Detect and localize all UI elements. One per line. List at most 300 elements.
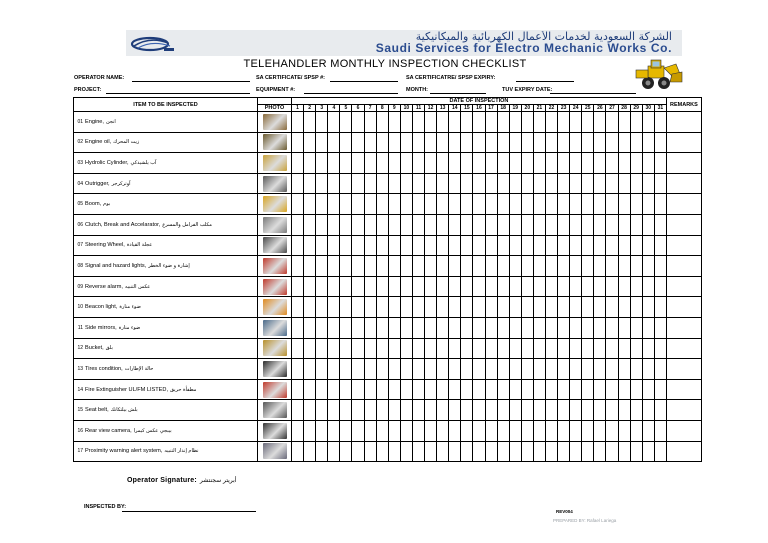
day-check-cell[interactable] [352, 132, 364, 153]
day-check-cell[interactable] [509, 214, 521, 235]
day-check-cell[interactable] [485, 297, 497, 318]
remarks-cell[interactable] [666, 153, 701, 174]
day-check-cell[interactable] [594, 338, 606, 359]
day-check-cell[interactable] [521, 132, 533, 153]
day-check-cell[interactable] [473, 359, 485, 380]
day-check-cell[interactable] [654, 359, 666, 380]
day-check-cell[interactable] [570, 256, 582, 277]
day-check-cell[interactable] [340, 112, 352, 133]
day-check-cell[interactable] [618, 276, 630, 297]
day-check-cell[interactable] [558, 214, 570, 235]
day-check-cell[interactable] [437, 379, 449, 400]
day-check-cell[interactable] [606, 194, 618, 215]
day-check-cell[interactable] [558, 256, 570, 277]
day-check-cell[interactable] [545, 173, 557, 194]
day-check-cell[interactable] [449, 153, 461, 174]
day-check-cell[interactable] [437, 214, 449, 235]
day-check-cell[interactable] [292, 132, 304, 153]
day-check-cell[interactable] [630, 112, 642, 133]
day-check-cell[interactable] [642, 400, 654, 421]
day-check-cell[interactable] [400, 256, 412, 277]
day-check-cell[interactable] [594, 317, 606, 338]
day-check-cell[interactable] [582, 297, 594, 318]
day-check-cell[interactable] [316, 276, 328, 297]
day-check-cell[interactable] [425, 317, 437, 338]
day-check-cell[interactable] [558, 317, 570, 338]
day-check-cell[interactable] [376, 379, 388, 400]
day-check-cell[interactable] [558, 441, 570, 462]
day-check-cell[interactable] [582, 338, 594, 359]
day-check-cell[interactable] [328, 420, 340, 441]
day-check-cell[interactable] [606, 441, 618, 462]
day-check-cell[interactable] [497, 441, 509, 462]
day-check-cell[interactable] [412, 441, 424, 462]
day-check-cell[interactable] [376, 194, 388, 215]
day-check-cell[interactable] [328, 379, 340, 400]
day-check-cell[interactable] [509, 420, 521, 441]
day-check-cell[interactable] [425, 153, 437, 174]
day-check-cell[interactable] [594, 112, 606, 133]
day-check-cell[interactable] [509, 400, 521, 421]
day-check-cell[interactable] [425, 379, 437, 400]
day-check-cell[interactable] [328, 400, 340, 421]
day-check-cell[interactable] [400, 317, 412, 338]
day-check-cell[interactable] [521, 214, 533, 235]
day-check-cell[interactable] [376, 112, 388, 133]
day-check-cell[interactable] [412, 132, 424, 153]
remarks-cell[interactable] [666, 132, 701, 153]
day-check-cell[interactable] [485, 338, 497, 359]
day-check-cell[interactable] [304, 317, 316, 338]
day-check-cell[interactable] [304, 194, 316, 215]
day-check-cell[interactable] [594, 400, 606, 421]
day-check-cell[interactable] [618, 379, 630, 400]
day-check-cell[interactable] [437, 338, 449, 359]
day-check-cell[interactable] [292, 359, 304, 380]
day-check-cell[interactable] [352, 153, 364, 174]
day-check-cell[interactable] [582, 317, 594, 338]
day-check-cell[interactable] [533, 338, 545, 359]
day-check-cell[interactable] [292, 153, 304, 174]
day-check-cell[interactable] [606, 338, 618, 359]
day-check-cell[interactable] [485, 276, 497, 297]
remarks-cell[interactable] [666, 235, 701, 256]
day-check-cell[interactable] [437, 297, 449, 318]
day-check-cell[interactable] [292, 173, 304, 194]
day-check-cell[interactable] [449, 132, 461, 153]
day-check-cell[interactable] [437, 317, 449, 338]
remarks-cell[interactable] [666, 420, 701, 441]
day-check-cell[interactable] [437, 173, 449, 194]
day-check-cell[interactable] [654, 132, 666, 153]
day-check-cell[interactable] [316, 338, 328, 359]
day-check-cell[interactable] [521, 379, 533, 400]
day-check-cell[interactable] [328, 276, 340, 297]
day-check-cell[interactable] [521, 153, 533, 174]
day-check-cell[interactable] [340, 359, 352, 380]
day-check-cell[interactable] [618, 132, 630, 153]
day-check-cell[interactable] [437, 153, 449, 174]
day-check-cell[interactable] [558, 173, 570, 194]
day-check-cell[interactable] [292, 194, 304, 215]
day-check-cell[interactable] [292, 441, 304, 462]
day-check-cell[interactable] [545, 256, 557, 277]
day-check-cell[interactable] [316, 235, 328, 256]
day-check-cell[interactable] [642, 173, 654, 194]
day-check-cell[interactable] [533, 173, 545, 194]
day-check-cell[interactable] [618, 173, 630, 194]
day-check-cell[interactable] [364, 276, 376, 297]
day-check-cell[interactable] [425, 276, 437, 297]
day-check-cell[interactable] [292, 235, 304, 256]
day-check-cell[interactable] [630, 173, 642, 194]
day-check-cell[interactable] [449, 194, 461, 215]
day-check-cell[interactable] [509, 276, 521, 297]
day-check-cell[interactable] [473, 441, 485, 462]
day-check-cell[interactable] [509, 338, 521, 359]
day-check-cell[interactable] [582, 112, 594, 133]
day-check-cell[interactable] [485, 441, 497, 462]
day-check-cell[interactable] [606, 112, 618, 133]
day-check-cell[interactable] [352, 379, 364, 400]
day-check-cell[interactable] [449, 256, 461, 277]
day-check-cell[interactable] [412, 420, 424, 441]
day-check-cell[interactable] [352, 235, 364, 256]
day-check-cell[interactable] [497, 112, 509, 133]
day-check-cell[interactable] [606, 132, 618, 153]
day-check-cell[interactable] [654, 256, 666, 277]
day-check-cell[interactable] [461, 317, 473, 338]
day-check-cell[interactable] [582, 441, 594, 462]
day-check-cell[interactable] [570, 441, 582, 462]
day-check-cell[interactable] [642, 359, 654, 380]
day-check-cell[interactable] [376, 214, 388, 235]
day-check-cell[interactable] [630, 276, 642, 297]
day-check-cell[interactable] [340, 235, 352, 256]
day-check-cell[interactable] [594, 420, 606, 441]
day-check-cell[interactable] [618, 297, 630, 318]
day-check-cell[interactable] [304, 173, 316, 194]
day-check-cell[interactable] [521, 338, 533, 359]
day-check-cell[interactable] [594, 297, 606, 318]
day-check-cell[interactable] [461, 379, 473, 400]
day-check-cell[interactable] [412, 173, 424, 194]
day-check-cell[interactable] [364, 112, 376, 133]
day-check-cell[interactable] [497, 256, 509, 277]
day-check-cell[interactable] [485, 132, 497, 153]
day-check-cell[interactable] [473, 112, 485, 133]
day-check-cell[interactable] [461, 256, 473, 277]
day-check-cell[interactable] [618, 256, 630, 277]
day-check-cell[interactable] [558, 400, 570, 421]
day-check-cell[interactable] [497, 173, 509, 194]
day-check-cell[interactable] [388, 276, 400, 297]
day-check-cell[interactable] [400, 194, 412, 215]
day-check-cell[interactable] [594, 194, 606, 215]
day-check-cell[interactable] [473, 235, 485, 256]
remarks-cell[interactable] [666, 256, 701, 277]
day-check-cell[interactable] [497, 420, 509, 441]
day-check-cell[interactable] [654, 338, 666, 359]
day-check-cell[interactable] [340, 153, 352, 174]
day-check-cell[interactable] [304, 359, 316, 380]
day-check-cell[interactable] [449, 235, 461, 256]
day-check-cell[interactable] [340, 338, 352, 359]
day-check-cell[interactable] [582, 379, 594, 400]
day-check-cell[interactable] [304, 276, 316, 297]
day-check-cell[interactable] [533, 214, 545, 235]
day-check-cell[interactable] [352, 112, 364, 133]
day-check-cell[interactable] [509, 359, 521, 380]
day-check-cell[interactable] [412, 400, 424, 421]
day-check-cell[interactable] [485, 317, 497, 338]
day-check-cell[interactable] [449, 359, 461, 380]
day-check-cell[interactable] [292, 317, 304, 338]
day-check-cell[interactable] [545, 132, 557, 153]
day-check-cell[interactable] [412, 153, 424, 174]
day-check-cell[interactable] [304, 132, 316, 153]
day-check-cell[interactable] [545, 153, 557, 174]
day-check-cell[interactable] [461, 153, 473, 174]
day-check-cell[interactable] [642, 297, 654, 318]
day-check-cell[interactable] [558, 132, 570, 153]
operator-name-field[interactable] [132, 81, 250, 82]
day-check-cell[interactable] [340, 256, 352, 277]
day-check-cell[interactable] [558, 194, 570, 215]
day-check-cell[interactable] [328, 256, 340, 277]
day-check-cell[interactable] [316, 441, 328, 462]
day-check-cell[interactable] [558, 112, 570, 133]
day-check-cell[interactable] [570, 194, 582, 215]
day-check-cell[interactable] [642, 194, 654, 215]
day-check-cell[interactable] [461, 194, 473, 215]
day-check-cell[interactable] [340, 173, 352, 194]
tuv-expiry-field[interactable] [550, 93, 636, 94]
day-check-cell[interactable] [376, 297, 388, 318]
day-check-cell[interactable] [594, 132, 606, 153]
day-check-cell[interactable] [328, 317, 340, 338]
day-check-cell[interactable] [630, 235, 642, 256]
day-check-cell[interactable] [654, 420, 666, 441]
day-check-cell[interactable] [497, 338, 509, 359]
day-check-cell[interactable] [618, 235, 630, 256]
day-check-cell[interactable] [473, 400, 485, 421]
day-check-cell[interactable] [461, 297, 473, 318]
day-check-cell[interactable] [364, 359, 376, 380]
day-check-cell[interactable] [461, 112, 473, 133]
day-check-cell[interactable] [304, 441, 316, 462]
day-check-cell[interactable] [340, 194, 352, 215]
day-check-cell[interactable] [376, 173, 388, 194]
day-check-cell[interactable] [642, 256, 654, 277]
day-check-cell[interactable] [328, 194, 340, 215]
day-check-cell[interactable] [630, 317, 642, 338]
day-check-cell[interactable] [582, 214, 594, 235]
day-check-cell[interactable] [485, 214, 497, 235]
day-check-cell[interactable] [388, 317, 400, 338]
remarks-cell[interactable] [666, 112, 701, 133]
day-check-cell[interactable] [509, 194, 521, 215]
day-check-cell[interactable] [545, 359, 557, 380]
day-check-cell[interactable] [509, 173, 521, 194]
day-check-cell[interactable] [473, 276, 485, 297]
day-check-cell[interactable] [316, 214, 328, 235]
day-check-cell[interactable] [316, 420, 328, 441]
day-check-cell[interactable] [485, 173, 497, 194]
day-check-cell[interactable] [509, 317, 521, 338]
remarks-cell[interactable] [666, 338, 701, 359]
day-check-cell[interactable] [376, 153, 388, 174]
day-check-cell[interactable] [618, 214, 630, 235]
day-check-cell[interactable] [304, 400, 316, 421]
day-check-cell[interactable] [352, 338, 364, 359]
day-check-cell[interactable] [654, 276, 666, 297]
day-check-cell[interactable] [570, 420, 582, 441]
day-check-cell[interactable] [533, 194, 545, 215]
day-check-cell[interactable] [340, 317, 352, 338]
day-check-cell[interactable] [364, 379, 376, 400]
day-check-cell[interactable] [545, 235, 557, 256]
day-check-cell[interactable] [400, 153, 412, 174]
day-check-cell[interactable] [364, 153, 376, 174]
day-check-cell[interactable] [497, 153, 509, 174]
day-check-cell[interactable] [509, 132, 521, 153]
day-check-cell[interactable] [558, 338, 570, 359]
day-check-cell[interactable] [509, 153, 521, 174]
day-check-cell[interactable] [630, 256, 642, 277]
day-check-cell[interactable] [509, 112, 521, 133]
day-check-cell[interactable] [606, 359, 618, 380]
day-check-cell[interactable] [461, 338, 473, 359]
day-check-cell[interactable] [461, 359, 473, 380]
day-check-cell[interactable] [352, 214, 364, 235]
day-check-cell[interactable] [473, 194, 485, 215]
day-check-cell[interactable] [340, 400, 352, 421]
remarks-cell[interactable] [666, 173, 701, 194]
day-check-cell[interactable] [545, 194, 557, 215]
day-check-cell[interactable] [316, 317, 328, 338]
remarks-cell[interactable] [666, 276, 701, 297]
day-check-cell[interactable] [316, 297, 328, 318]
day-check-cell[interactable] [328, 338, 340, 359]
day-check-cell[interactable] [545, 379, 557, 400]
day-check-cell[interactable] [521, 235, 533, 256]
day-check-cell[interactable] [533, 441, 545, 462]
remarks-cell[interactable] [666, 194, 701, 215]
day-check-cell[interactable] [425, 112, 437, 133]
day-check-cell[interactable] [328, 359, 340, 380]
day-check-cell[interactable] [400, 297, 412, 318]
day-check-cell[interactable] [497, 400, 509, 421]
day-check-cell[interactable] [497, 194, 509, 215]
day-check-cell[interactable] [292, 112, 304, 133]
day-check-cell[interactable] [654, 112, 666, 133]
day-check-cell[interactable] [485, 153, 497, 174]
day-check-cell[interactable] [618, 400, 630, 421]
day-check-cell[interactable] [461, 235, 473, 256]
day-check-cell[interactable] [473, 256, 485, 277]
remarks-cell[interactable] [666, 214, 701, 235]
day-check-cell[interactable] [425, 297, 437, 318]
day-check-cell[interactable] [376, 338, 388, 359]
day-check-cell[interactable] [545, 400, 557, 421]
day-check-cell[interactable] [606, 214, 618, 235]
day-check-cell[interactable] [618, 338, 630, 359]
equipment-field[interactable] [304, 93, 398, 94]
day-check-cell[interactable] [388, 359, 400, 380]
day-check-cell[interactable] [352, 400, 364, 421]
day-check-cell[interactable] [497, 359, 509, 380]
day-check-cell[interactable] [376, 359, 388, 380]
day-check-cell[interactable] [412, 194, 424, 215]
day-check-cell[interactable] [425, 132, 437, 153]
day-check-cell[interactable] [376, 235, 388, 256]
day-check-cell[interactable] [316, 379, 328, 400]
day-check-cell[interactable] [352, 359, 364, 380]
day-check-cell[interactable] [642, 420, 654, 441]
day-check-cell[interactable] [461, 276, 473, 297]
day-check-cell[interactable] [412, 276, 424, 297]
day-check-cell[interactable] [449, 173, 461, 194]
day-check-cell[interactable] [352, 256, 364, 277]
day-check-cell[interactable] [533, 276, 545, 297]
day-check-cell[interactable] [316, 194, 328, 215]
day-check-cell[interactable] [606, 420, 618, 441]
day-check-cell[interactable] [582, 359, 594, 380]
day-check-cell[interactable] [521, 359, 533, 380]
day-check-cell[interactable] [497, 276, 509, 297]
day-check-cell[interactable] [449, 441, 461, 462]
day-check-cell[interactable] [473, 173, 485, 194]
day-check-cell[interactable] [461, 214, 473, 235]
day-check-cell[interactable] [485, 256, 497, 277]
day-check-cell[interactable] [473, 297, 485, 318]
day-check-cell[interactable] [521, 256, 533, 277]
day-check-cell[interactable] [400, 173, 412, 194]
day-check-cell[interactable] [594, 235, 606, 256]
day-check-cell[interactable] [364, 214, 376, 235]
day-check-cell[interactable] [376, 420, 388, 441]
day-check-cell[interactable] [388, 256, 400, 277]
day-check-cell[interactable] [449, 317, 461, 338]
day-check-cell[interactable] [412, 317, 424, 338]
day-check-cell[interactable] [425, 173, 437, 194]
day-check-cell[interactable] [545, 317, 557, 338]
day-check-cell[interactable] [509, 235, 521, 256]
day-check-cell[interactable] [642, 214, 654, 235]
day-check-cell[interactable] [558, 379, 570, 400]
day-check-cell[interactable] [437, 256, 449, 277]
inspected-by-field[interactable] [122, 511, 256, 512]
day-check-cell[interactable] [388, 235, 400, 256]
day-check-cell[interactable] [630, 441, 642, 462]
day-check-cell[interactable] [473, 338, 485, 359]
day-check-cell[interactable] [545, 276, 557, 297]
day-check-cell[interactable] [292, 379, 304, 400]
day-check-cell[interactable] [521, 297, 533, 318]
day-check-cell[interactable] [425, 400, 437, 421]
day-check-cell[interactable] [485, 194, 497, 215]
day-check-cell[interactable] [570, 297, 582, 318]
day-check-cell[interactable] [364, 194, 376, 215]
day-check-cell[interactable] [618, 153, 630, 174]
day-check-cell[interactable] [618, 359, 630, 380]
day-check-cell[interactable] [437, 441, 449, 462]
day-check-cell[interactable] [521, 112, 533, 133]
day-check-cell[interactable] [412, 112, 424, 133]
day-check-cell[interactable] [400, 112, 412, 133]
day-check-cell[interactable] [582, 194, 594, 215]
